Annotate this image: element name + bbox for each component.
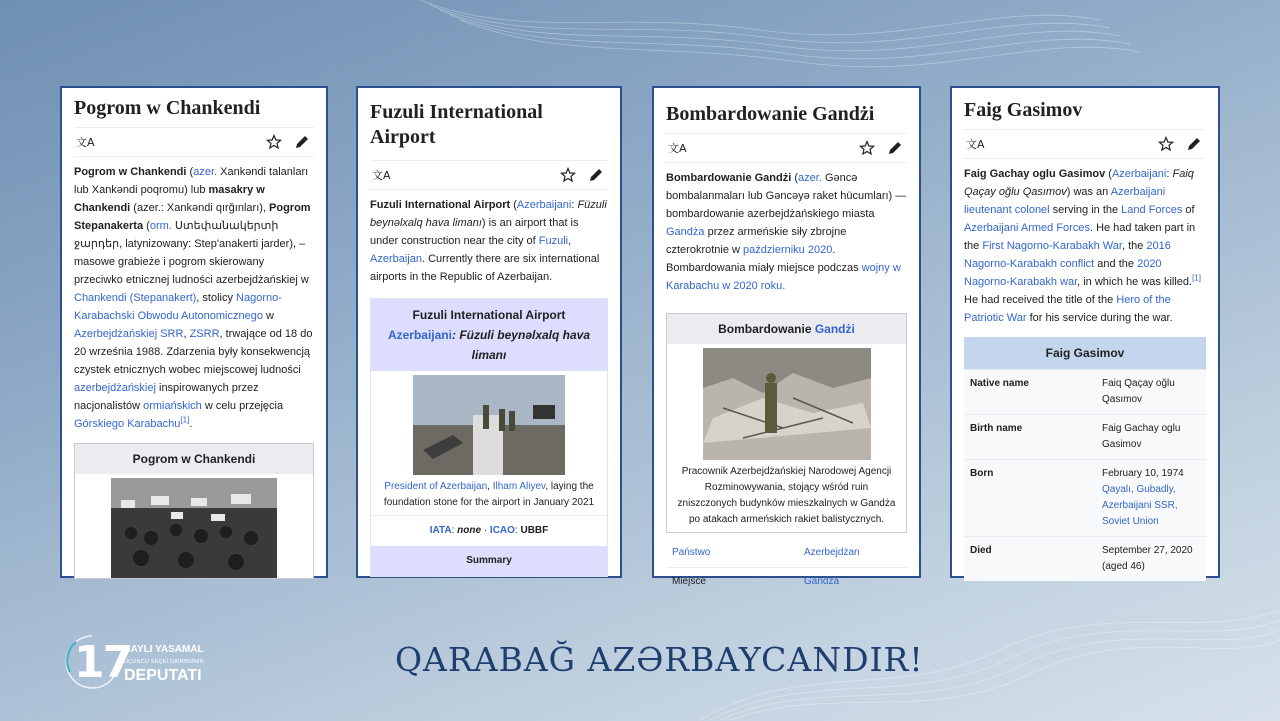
page-title: Bombardowanie Gandżi	[666, 103, 875, 125]
infobox-language-link[interactable]: Azerbaijani	[387, 328, 452, 342]
title-line: Airport	[370, 126, 436, 148]
infobox	[74, 443, 314, 579]
star-icon[interactable]	[1158, 136, 1174, 152]
article-toolbar	[370, 160, 608, 190]
infobox-title	[667, 314, 906, 344]
edit-pencil-icon[interactable]	[887, 140, 903, 156]
translate-icon[interactable]	[372, 167, 391, 183]
infobox-title-text: Bombardowanie	[718, 322, 815, 336]
image-caption: Pracownik Azerbejdżańskiej Narodowej Agencji Rozminowywania, stojący wśród ruin zniszczonych budynków mieszkalnych w Gandża po atakach armeńskich rakiet balistycznych.	[677, 466, 896, 525]
infobox-title	[371, 299, 607, 371]
article-toolbar	[964, 129, 1206, 159]
ruins-photo	[703, 348, 871, 460]
row-value[interactable]: Gandża	[804, 576, 840, 587]
row-key: Native name	[970, 378, 1029, 389]
infobox-row	[666, 567, 907, 596]
link[interactable]: Gandża	[666, 226, 705, 238]
link[interactable]: Azerbaijani Armed Forces	[964, 222, 1090, 234]
article-toolbar	[74, 127, 314, 157]
link[interactable]: First Nagorno-Karabakh War	[982, 240, 1122, 252]
airport-codes: IATA: none · ICAO: UBBF	[371, 515, 607, 546]
link[interactable]: Nagorno-Karabachski Obwodu Autonomicznego	[74, 292, 282, 322]
infobox-row	[964, 414, 1206, 459]
article-body: Bombardowanie Gandżi (azer. Gəncə bombalanmaları lub Gəncəyə raket hücumları) — bombardowanie azerbejdżańskiego miasta Gandża przez armeńskie siły zbrojne czterokrotnie w październiku 2020. Bombardowania miały miejsce podczas wojny w Karabachu w 2020 roku.	[666, 172, 907, 292]
link[interactable]: październiku 2020	[743, 244, 833, 256]
translate-icon[interactable]	[76, 134, 95, 150]
svg-text:文A: 文A	[668, 142, 687, 155]
link[interactable]: 2016 Nagorno-Karabakh conflict	[964, 240, 1171, 270]
logo-line3: DEPUTATI	[124, 667, 202, 684]
summary-header: Summary	[371, 546, 607, 576]
row-value: Faiq Qaçay oğlu Qasımov	[1102, 378, 1175, 405]
edit-pencil-icon[interactable]	[1186, 136, 1202, 152]
infobox-row	[964, 369, 1206, 414]
ceremony-photo	[413, 375, 565, 475]
link[interactable]: orm.	[149, 220, 172, 232]
link[interactable]: ormiańskich	[143, 400, 202, 412]
infobox-title: Pogrom w Chankendi	[132, 452, 256, 466]
row-key: Miejsce	[672, 576, 706, 587]
link[interactable]: wojny w Karabachu w 2020 roku.	[666, 262, 901, 292]
link[interactable]: Land Forces	[1121, 204, 1183, 216]
caption-text: , laying the foundation stone for the airport in January 2021	[383, 481, 595, 508]
wiki-card-fuzuli	[356, 86, 622, 578]
infobox	[964, 337, 1206, 581]
link[interactable]: ZSRR	[189, 328, 220, 340]
article-toolbar	[666, 133, 907, 163]
title-line: Fuzuli International	[370, 101, 543, 123]
infobox-row	[964, 536, 1206, 581]
svg-text:文A: 文A	[966, 138, 985, 151]
page-title: Faig Gasimov	[964, 99, 1083, 121]
article-body: Fuzuli International Airport (Azerbaijani: Füzuli beynəlxalq hava limanı) is an airport that is under construction near the city of Fuzuli, Azerbaijan. Currently there are six international airports in the Republic of Azerbaijan.	[370, 199, 607, 283]
icao-link[interactable]: ICAO	[489, 525, 515, 536]
row-value: September 27, 2020 (aged 46)	[1102, 545, 1193, 572]
link[interactable]: Azerbaijani lieutenant colonel	[964, 186, 1166, 216]
link[interactable]: Fuzuli	[538, 235, 569, 247]
link[interactable]: azer.	[193, 166, 218, 178]
svg-text:文A: 文A	[76, 136, 95, 149]
logo-number: 17	[74, 637, 132, 688]
row-key: Born	[970, 468, 994, 479]
link[interactable]: azerbejdżańskiej	[74, 382, 156, 394]
edit-pencil-icon[interactable]	[588, 167, 604, 183]
iata-link[interactable]: IATA	[429, 525, 452, 536]
infobox	[370, 298, 608, 577]
row-key: Died	[970, 545, 992, 556]
infobox	[666, 313, 907, 533]
logo-line1: SAYLI YASAMAL	[124, 644, 204, 655]
article-body: Faig Gachay oglu Gasimov (Azerbaijani: Faiq Qaçay oğlu Qasımov) was an Azerbaijani lieutenant colonel serving in the Land Forces of Azerbaijani Armed Forces. He had taken part in the First Nagorno-Karabakh War, the 2016 Nagorno-Karabakh conflict and the 2020 Nagorno-Karabakh war, in which he was killed.[1] He had received the title of the Hero of the Patriotic War for his service during the war.	[964, 168, 1201, 324]
link[interactable]: Hero of the Patriotic War	[964, 294, 1171, 324]
image-caption: President of Azerbaijan, Ilham Aliyev, laying the foundation stone for the airport in January 2021	[383, 481, 595, 508]
row-value[interactable]: Azerbejdżan	[804, 547, 860, 558]
infobox-title: Faig Gasimov	[964, 337, 1206, 369]
row-value: February 10, 1974	[1102, 468, 1184, 479]
row-value: Faig Gachay oglu Gasimov	[1102, 423, 1181, 450]
page-title: Pogrom w Chankendi	[74, 97, 261, 119]
link[interactable]: Azerbaijan	[370, 253, 422, 265]
link[interactable]: 2020 Nagorno-Karabakh war	[964, 258, 1162, 288]
svg-text:文A: 文A	[372, 169, 391, 182]
translate-icon[interactable]	[966, 136, 985, 152]
row-key[interactable]: Państwo	[672, 547, 711, 558]
wiki-card-gasimov	[950, 86, 1220, 578]
star-icon[interactable]	[859, 140, 875, 156]
wiki-card-pogrom	[60, 86, 328, 578]
crowd-photo	[111, 478, 277, 578]
logo-line2: ÜÇÜNCÜ SEÇKİ DAİRƏSİNİN	[124, 659, 204, 665]
caption-link[interactable]: President of Azerbaijan	[384, 481, 488, 492]
row-key: Birth name	[970, 423, 1023, 434]
edit-pencil-icon[interactable]	[294, 134, 310, 150]
link[interactable]: Górskiego Karabachu	[74, 418, 181, 430]
caption-link[interactable]: Ilham Aliyev	[492, 481, 546, 492]
link[interactable]: Azerbejdżańskiej SRR	[74, 328, 184, 340]
star-icon[interactable]	[560, 167, 576, 183]
infobox-title-link[interactable]: Gandżi	[814, 322, 855, 336]
link[interactable]: Chankendi (Stepanakert)	[74, 292, 197, 304]
birthplace-links[interactable]: Qayalı, Gubadly, Azerbaijani SSR, Soviet Union	[1102, 484, 1178, 527]
infobox-native-name: : Füzuli beynəlxalq hava limanı	[451, 328, 591, 362]
infobox-row	[964, 459, 1206, 536]
wiki-card-gandza	[652, 86, 921, 587]
link[interactable]: azer.	[798, 172, 822, 184]
star-icon[interactable]	[266, 134, 282, 150]
page-title	[358, 100, 620, 150]
infobox-row	[666, 539, 907, 567]
slogan: QARABAĞ AZƏRBAYCANDIR!	[395, 640, 924, 679]
link[interactable]: Azerbaijani	[1111, 168, 1167, 180]
link[interactable]: Azerbaijani	[516, 199, 572, 211]
article-body: Pogrom w Chankendi (azer. Xankəndi talanları lub Xankəndi poqromu) lub masakry w Chankendi (azer.: Xankəndi qırğınları), Pogrom Stepanakerta (orm. Ստեփանակերտի ջարդեր, latynizowany: Step'anakerti jarder), – masowe grabieże i pogrom skierowany przeciwko etnicznej ludności azerbejdżańskiej w Chankendi (Stepanakert), stolicy Nagorno-Karabachski Obwodu Autonomicznego w Azerbejdżańskiej SRR, ZSRR, trwające od 18 do 20 września 1988. Zdarzenia były konsekwencją czystek etnicznych wobec miejscowej ludności azerbejdżańskiej inspirowanych przez nacjonalistów ormiańskich w celu przejęcia Górskiego Karabachu[1].	[74, 166, 313, 430]
deputy-logo	[62, 632, 222, 692]
translate-icon[interactable]	[668, 140, 687, 156]
infobox-name: Fuzuli International Airport	[412, 308, 566, 322]
